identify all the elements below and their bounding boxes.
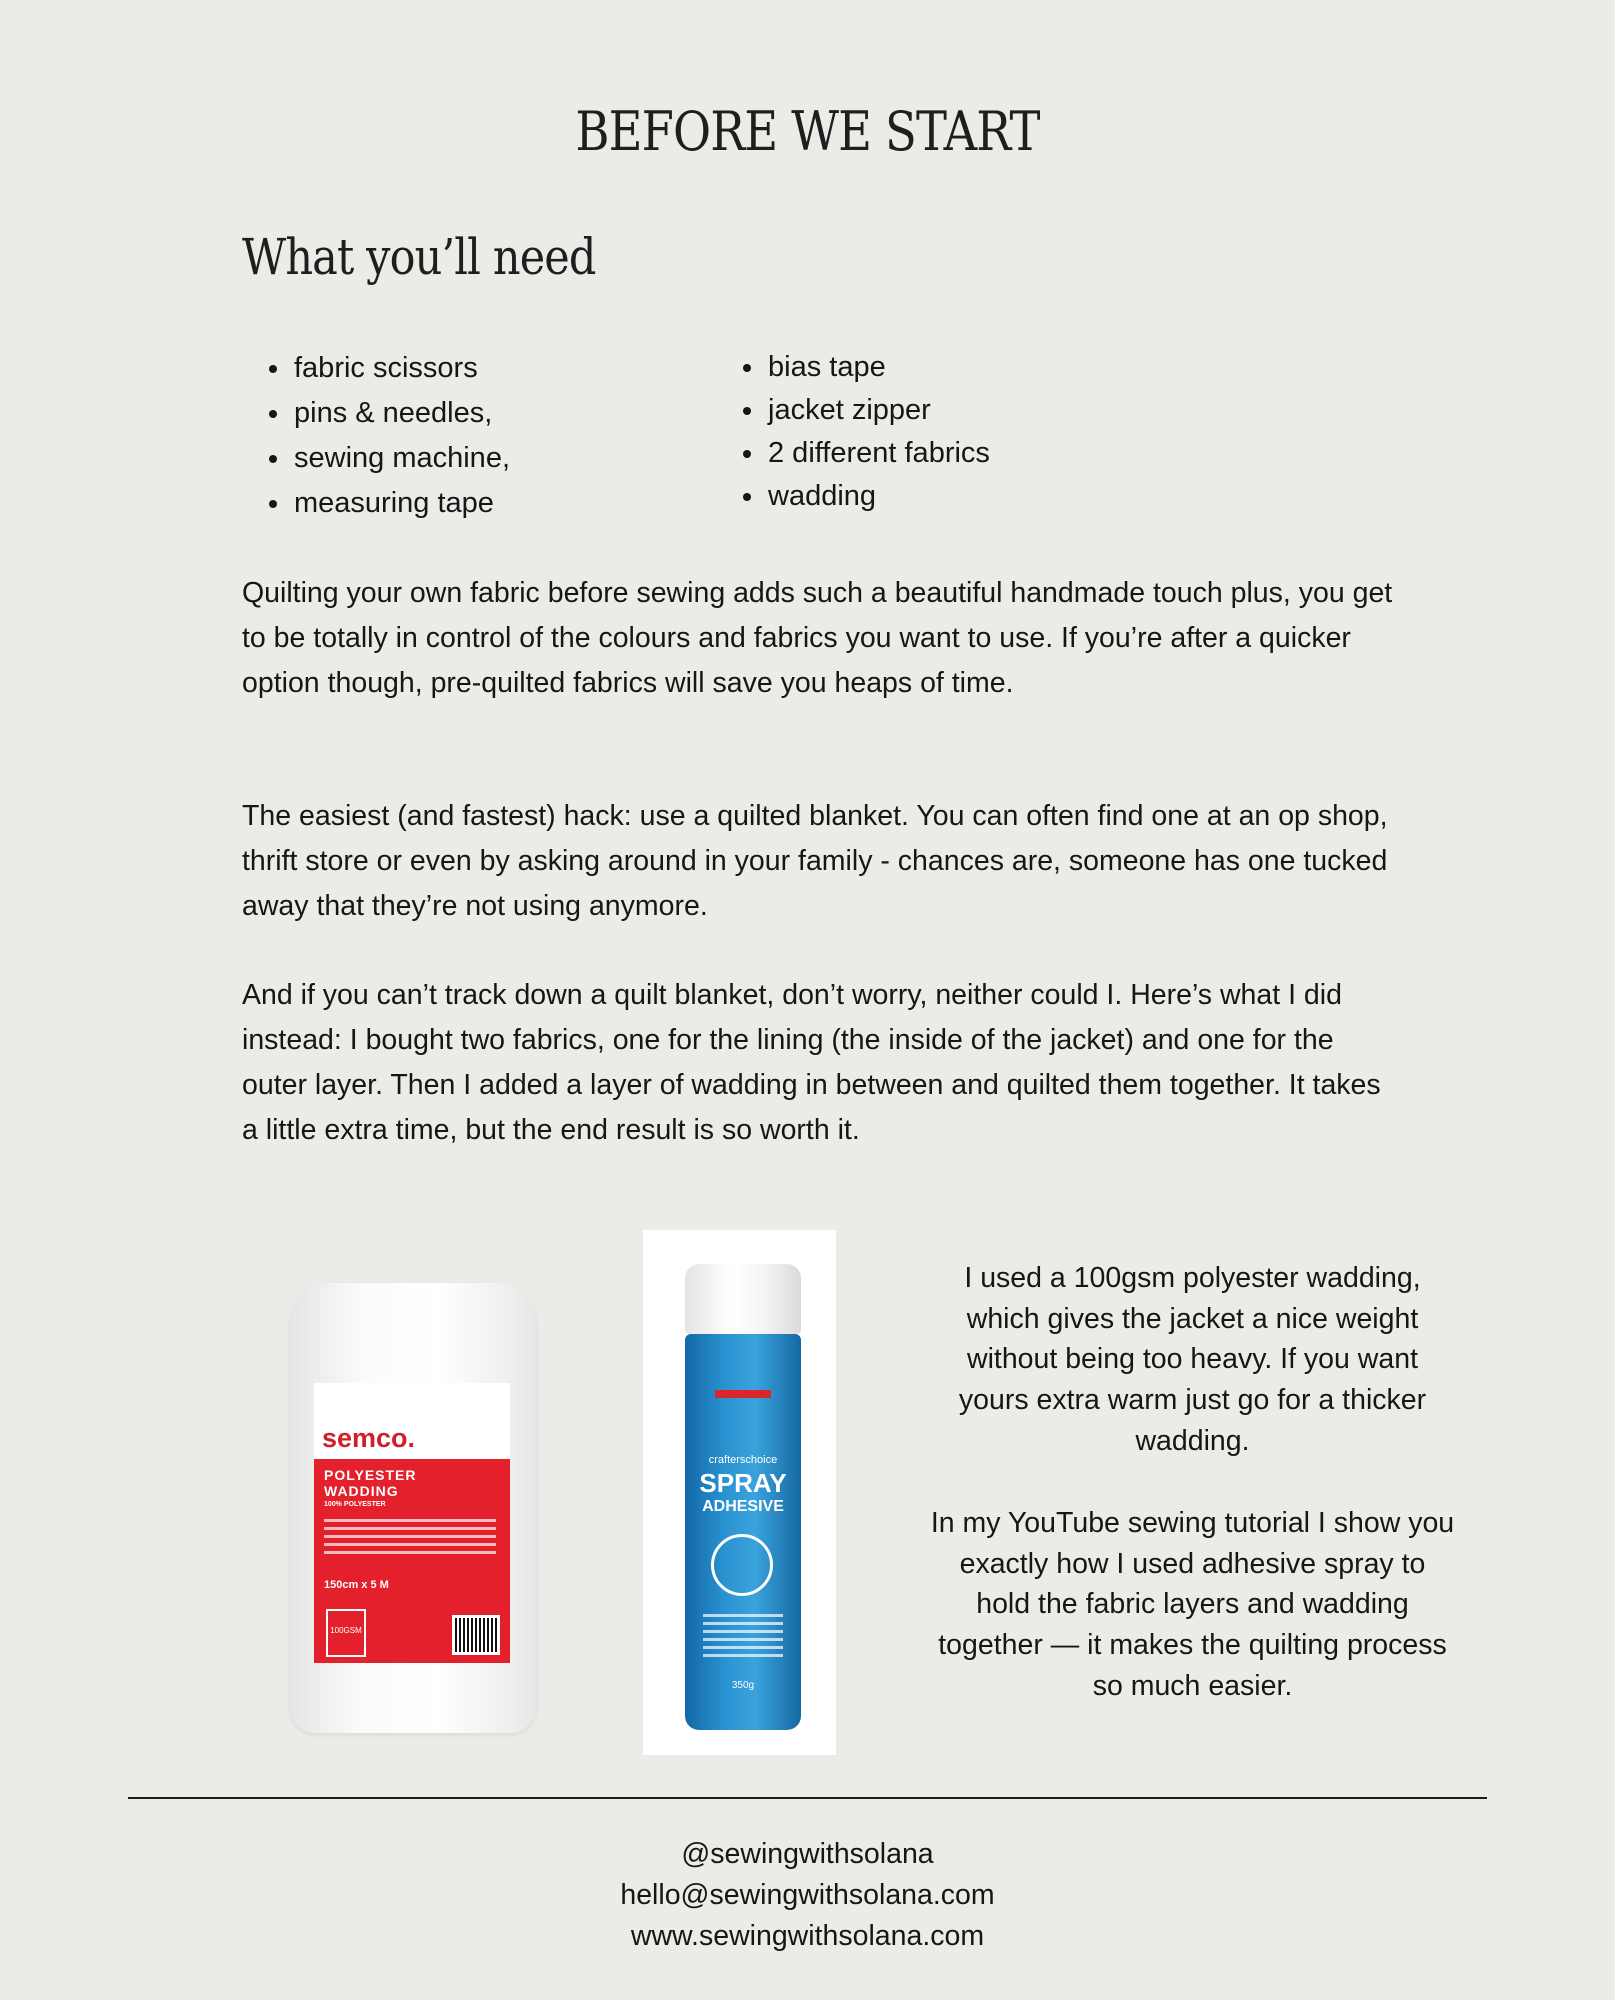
spray-can	[685, 1334, 801, 1730]
wadding-label	[314, 1383, 510, 1663]
hack-paragraph: The easiest (and fastest) hack: use a quilted blanket. You can often find one at an op shop, thrift store or even by asking around in your family - chances are, someone has one tucked away that they’re not using anymore.	[242, 800, 1388, 922]
wadding-product-image	[290, 1283, 536, 1733]
list-item: • pins & needles,	[292, 391, 510, 436]
list-item: • sewing machine,	[292, 436, 510, 481]
list-item: • jacket zipper	[766, 389, 990, 432]
wadding-red-panel	[314, 1459, 510, 1663]
footer-divider	[128, 1797, 1487, 1799]
spray-fine-print	[703, 1614, 783, 1662]
spray-cap	[685, 1264, 801, 1334]
list-item: • wadding	[766, 475, 990, 518]
barcode-icon	[452, 1615, 500, 1655]
list-item: • fabric scissors	[292, 346, 510, 391]
wadding-subtitle: 100% POLYESTER	[324, 1501, 386, 1508]
spray-adhesive-product-image	[643, 1230, 836, 1755]
wadding-note: I used a 100gsm polyester wadding, which gives the jacket a nice weight without being too heavy. If you want yours extra warm just go for a thicker wadding.	[958, 1262, 1427, 1457]
footer-email-link[interactable]: hello@sewingwithsolana.com	[620, 1879, 995, 1911]
footer	[0, 1834, 1615, 1957]
list-item: • measuring tape	[292, 481, 510, 526]
spray-brand: crafterschoice	[708, 1454, 778, 1466]
wadding-fine-print	[324, 1519, 496, 1559]
spray-weight: 350g	[731, 1680, 755, 1691]
supplies-list-right	[716, 346, 990, 518]
intro-paragraph: Quilting your own fabric before sewing adds such a beautiful handmade touch plus, you get to be totally in control of the colours and fabrics you want to use. If you’re after a quicker option though, pre-quilted fabrics will save you heaps of time.	[242, 577, 1393, 699]
spray-title: SPRAY	[699, 1468, 787, 1498]
wadding-brand: semco.	[322, 1423, 416, 1453]
list-item: • 2 different fabrics	[766, 432, 990, 475]
footer-handle-link[interactable]: @sewingwithsolana	[681, 1838, 934, 1870]
method-paragraph: And if you can’t track down a quilt blanket, don’t worry, neither could I. Here’s what I did instead: I bought two fabrics, one for the lining (the inside of the jacket) and one for the outer layer. Then I added a layer of wadding in between and quilted them together. It takes a little extra time, but the end result is so worth it.	[242, 979, 1381, 1146]
section-heading: What you’ll need	[242, 228, 596, 286]
spray-subtitle: ADHESIVE	[702, 1498, 784, 1515]
wadding-size: 150cm x 5 M	[324, 1579, 389, 1591]
page-title: BEFORE WE START	[575, 100, 1040, 163]
wadding-gsm-badge: 100GSM	[326, 1609, 366, 1657]
list-item: • bias tape	[766, 346, 990, 389]
acid-free-badge-icon	[711, 1534, 773, 1596]
tutorial-note: In my YouTube sewing tutorial I show you exactly how I used adhesive spray to hold the fabric layers and wadding together — it makes the quilting process so much easier.	[930, 1507, 1455, 1702]
footer-website-link[interactable]: www.sewingwithsolana.com	[630, 1920, 985, 1952]
caution-label	[715, 1390, 771, 1398]
supplies-list-left	[242, 346, 510, 526]
wadding-title: POLYESTER WADDING	[324, 1467, 417, 1499]
